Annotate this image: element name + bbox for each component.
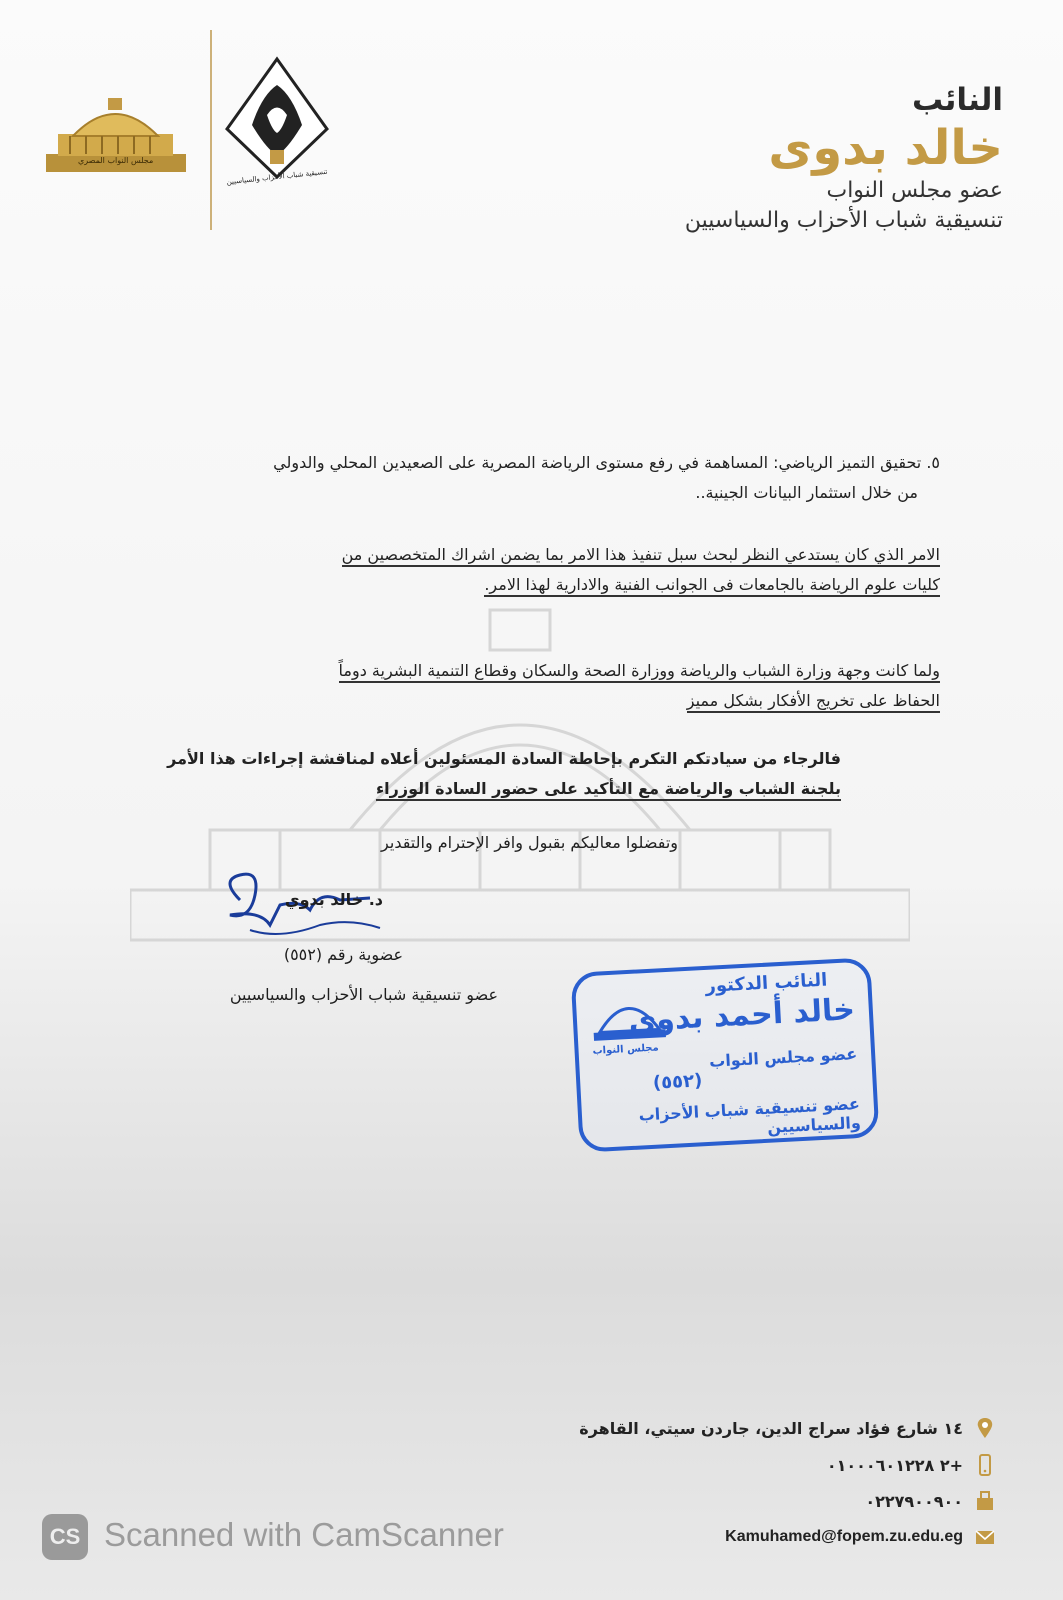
stamp-role: عضو مجلس النواب <box>708 1044 858 1071</box>
fax-icon <box>975 1490 995 1512</box>
paragraph-2-line-2: الحفاظ على تخريج الأفكار بشكل مميز <box>687 691 940 713</box>
footer-email <box>725 1524 995 1550</box>
paragraph-2-line-1: ولما كانت وجهة وزارة الشباب والرياضة ووزارة الصحة والسكان وقطاع التنمية البشرية دوماً <box>339 661 940 683</box>
request-paragraph <box>141 744 841 804</box>
parliament-logo <box>38 92 193 187</box>
stamp-name: خالد أحمد بدوي <box>627 992 856 1039</box>
footer-mobile <box>827 1452 995 1478</box>
paragraph-1 <box>125 540 940 600</box>
coordination-logo <box>222 55 332 195</box>
request-line-2: بلجنة الشباب والرياضة مع التأكيد على حضور السادة الوزراء <box>376 779 841 801</box>
phone-number: ٠٢٢٧٩٠٠٩٠٠ <box>865 1491 963 1511</box>
paragraph-2 <box>125 656 940 716</box>
mp-name: خالد بدوى <box>768 120 1003 176</box>
parliament-logo-caption: مجلس النواب المصري <box>78 156 154 165</box>
stamp-affiliation: عضو تنسيقية شباب الأحزاب والسياسيين <box>638 1094 862 1137</box>
stamp-title: النائب الدكتور <box>704 969 828 997</box>
location-pin-icon <box>975 1417 995 1439</box>
paragraph-1-line-1: الامر الذي كان يستدعي النظر لبحث سبل تنفيذ هذا الامر بما يضمن اشراك المتخصصين من <box>342 545 940 567</box>
signature-membership: عضوية رقم (٥٥٢) <box>283 945 403 964</box>
mp-role: عضو مجلس النواب <box>826 178 1003 203</box>
header-divider <box>210 30 212 230</box>
address-text: ١٤ شارع فؤاد سراج الدين، جاردن سيتي، القاهرة <box>579 1418 963 1438</box>
footer-address <box>579 1415 995 1441</box>
official-stamp <box>570 957 879 1152</box>
footer-phone <box>865 1488 995 1514</box>
letterhead <box>583 80 1003 236</box>
item-5-line-2: من خلال استثمار البيانات الجينية.. <box>695 483 918 502</box>
item-5-line-1: ٥. تحقيق التميز الرياضي: المساهمة في رفع مستوى الرياضة المصرية على الصعيدين المحلي والدولي <box>273 453 940 472</box>
handwritten-signature <box>210 870 390 950</box>
envelope-icon <box>975 1526 995 1548</box>
mobile-number: +٢ ٠١٠٠٠٦٠١٢٢٨ <box>826 1455 963 1475</box>
camscanner-watermark: Scanned with CamScanner <box>104 1516 504 1553</box>
mp-title: النائب <box>911 82 1003 118</box>
paragraph-1-line-2: كليات علوم الرياضة بالجامعات فى الجوانب الفنية والادارية لهذا الامر. <box>484 575 940 597</box>
coordination-logo-caption: تنسيقية شباب الأحزاب والسياسيين <box>226 167 328 187</box>
stamp-emblem-caption: مجلس النواب <box>592 1042 659 1057</box>
closing-line: وتفضلوا معاليكم بقبول وافر الإحترام والتقدير <box>381 833 678 852</box>
signature-name: د. خالد بدوي <box>284 890 383 909</box>
mp-affiliation: تنسيقية شباب الأحزاب والسياسيين <box>684 208 1003 233</box>
request-line-1: فالرجاء من سيادتكم التكرم بإحاطة السادة المسئولين أعلاه لمناقشة إجراءات هذا الأمر <box>167 749 841 768</box>
camscanner-badge: CS <box>42 1514 88 1560</box>
stamp-membership: (٥٥٢) <box>652 1070 703 1094</box>
mobile-phone-icon <box>975 1454 995 1476</box>
signature-affiliation: عضو تنسيقية شباب الأحزاب والسياسيين <box>229 985 498 1004</box>
email-address[interactable]: Kamuhamed@fopem.zu.edu.eg <box>725 1528 963 1545</box>
